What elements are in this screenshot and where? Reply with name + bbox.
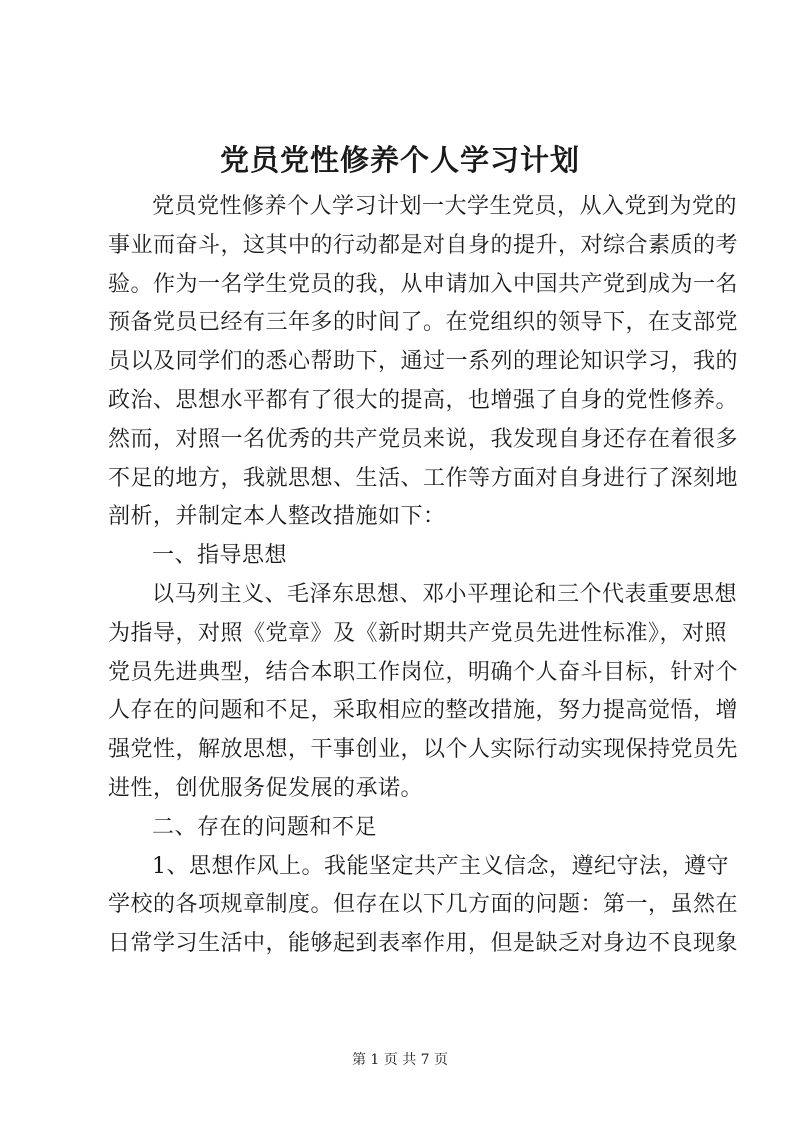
text-line: 政治、思想水平都有了很大的提高，也增强了自身的党性修养。: [108, 387, 739, 413]
text-line: 人存在的问题和不足，采取相应的整改措施，努力提高觉悟，增: [108, 698, 739, 724]
text-line: 以马列主义、毛泽东思想、邓小平理论和三个代表重要思想: [152, 581, 738, 607]
text-line: 预备党员已经有三年多的时间了。在党组织的领导下，在支部党: [108, 310, 739, 336]
text-line: 员以及同学们的悉心帮助下，通过一系列的理论知识学习，我的: [108, 349, 739, 375]
text-line: 验。作为一名学生党员的我，从申请加入中国共产党到成为一名: [108, 271, 739, 297]
text-line: 不足的地方，我就思想、生活、工作等方面对自身进行了深刻地: [108, 465, 739, 491]
document-title: 党员党性修养个人学习计划: [219, 143, 580, 177]
text-line: 二、存在的问题和不足: [152, 814, 378, 840]
text-line: 然而，对照一名优秀的共产党员来说，我发现自身还存在着很多: [108, 426, 739, 452]
text-line: 强党性，解放思想，干事创业，以个人实际行动实现保持党员先: [108, 737, 739, 763]
text-line: 党员党性修养个人学习计划一大学生党员，从入党到为党的: [152, 194, 738, 219]
text-line: 为指导，对照《党章》及《新时期共产党员先进性标准》，对照: [108, 620, 728, 646]
page-footer: 第 1 页 共 7 页: [351, 1052, 449, 1068]
text-line: 一、指导思想: [152, 543, 288, 569]
text-line: 党员先进典型，结合本职工作岗位，明确个人奋斗目标，针对个: [108, 659, 739, 685]
text-line: 事业而奋斗，这其中的行动都是对自身的提升，对综合素质的考: [108, 232, 739, 258]
text-line: 日常学习生活中，能够起到表率作用，但是缺乏对身边不良现象: [108, 931, 739, 957]
text-line: 学校的各项规章制度。但存在以下几方面的问题：第一，虽然在: [108, 892, 739, 918]
text-line: 进性，创优服务促发展的承诺。: [108, 775, 424, 801]
text-line: 1、思想作风上。我能坚定共产主义信念，遵纪守法，遵守: [152, 853, 729, 879]
text-line: 剖析，并制定本人整改措施如下：: [108, 504, 446, 530]
document-body: [108, 188, 739, 964]
